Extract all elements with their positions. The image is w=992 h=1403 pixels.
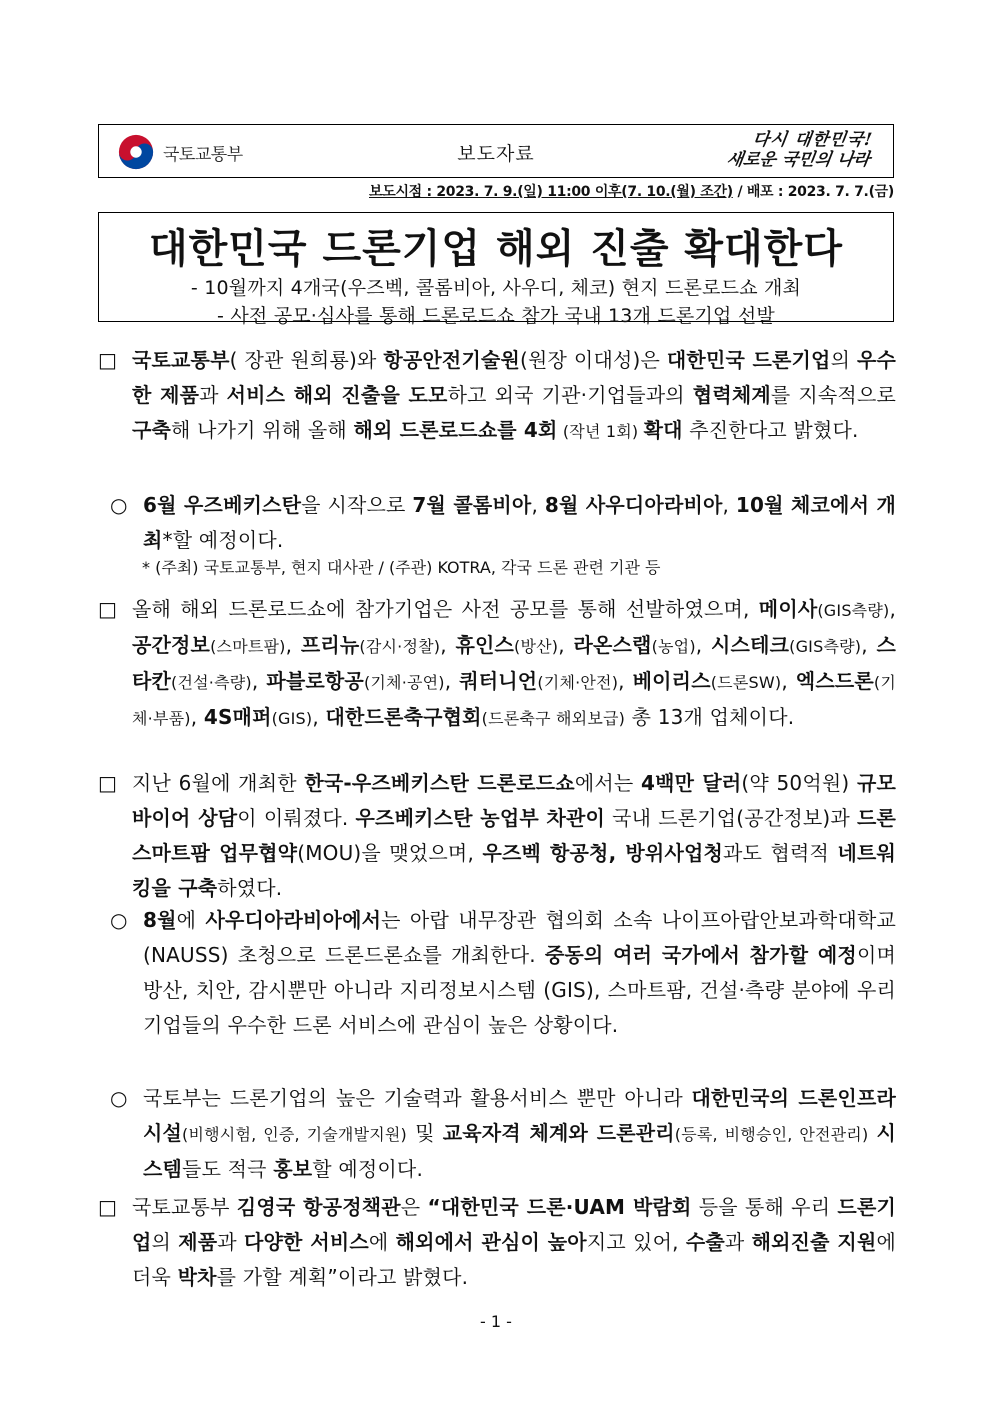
text: 에 더욱 xyxy=(132,1230,897,1289)
header-box xyxy=(98,124,894,178)
text: 우즈베키스탄 농업부 차관이 xyxy=(355,806,606,830)
text: 국토교통부 xyxy=(132,1195,237,1219)
text: 의 xyxy=(830,348,857,372)
text: 서비스 해외 진출을 도모 xyxy=(226,383,448,407)
company-field: (감시·정찰) xyxy=(359,637,441,656)
circle-bullet: ○ xyxy=(110,908,128,932)
text: ( 장관 원희룡)와 xyxy=(229,348,384,372)
circle-bullet: ○ xyxy=(110,493,128,517)
text: 및 xyxy=(407,1121,443,1145)
text: (MOU)을 맺었으며, xyxy=(297,841,483,865)
text: 과도 협력적 xyxy=(723,841,838,865)
company-field: (드론SW) xyxy=(710,673,782,692)
paragraph-4 xyxy=(132,1190,896,1295)
company-name: 시스테크 xyxy=(711,633,790,657)
slogan-line2: 새로운 국민의 나라 xyxy=(725,150,872,170)
company-field: (스마트팜) xyxy=(210,637,286,656)
embargo-time: 보도시점 : 2023. 7. 9.(일) 11:00 이후(7. 10.(월) 조간) xyxy=(369,184,733,200)
text: 대한민국의 드론인프라 시설 xyxy=(143,1086,896,1145)
company-field: (건설·측량) xyxy=(171,673,252,692)
separator: , xyxy=(444,669,460,693)
text: 하고 외국 기관·기업들과의 xyxy=(447,383,693,407)
text: 구축 xyxy=(132,418,172,442)
text: 10월 체코에서 개최 xyxy=(143,493,896,552)
text: 에 xyxy=(176,908,206,932)
distribution-date: / 배포 : 2023. 7. 7.(금) xyxy=(737,184,894,200)
text: 등을 통해 우리 xyxy=(691,1195,838,1219)
text: 규모 바이어 상담 xyxy=(132,771,896,830)
company-field: (드론축구 해외보급) xyxy=(481,709,626,728)
square-bullet: □ xyxy=(98,1195,117,1219)
company-field: (농업) xyxy=(651,637,696,656)
footnote-text: (주최) 국토교통부, 현지 대사관 / (주관) KOTRA, 각국 드론 관련 기관 등 xyxy=(155,558,661,577)
company-name: 베이리스 xyxy=(632,669,711,693)
text: 드론 스마트팜 업무협약 xyxy=(132,806,896,865)
separator: , xyxy=(781,669,796,693)
text: , xyxy=(722,493,736,517)
text: 해 나가기 위해 올해 xyxy=(171,418,354,442)
company-name: 스타칸 xyxy=(132,633,896,693)
company-field: (방산) xyxy=(514,637,559,656)
company-name: 라온스랩 xyxy=(573,633,652,657)
text: 해외에서 관심이 높아 xyxy=(395,1230,587,1254)
text: 김영국 항공정책관 xyxy=(236,1195,401,1219)
text: 8월 xyxy=(143,908,177,932)
text: 추진한다고 밝혔다. xyxy=(682,418,859,442)
company-field: (GIS측량) xyxy=(789,637,862,656)
page-title: 대한민국 드론기업 해외 진출 확대한다 xyxy=(149,225,843,272)
paragraph-3b xyxy=(143,1081,896,1187)
text: 우수한 제품 xyxy=(132,348,897,407)
text: 올해 해외 드론로드쇼에 참가기업은 사전 공모를 통해 선발하였으며, xyxy=(132,597,750,621)
text: (등록, 비행승인, 안전관리) xyxy=(674,1125,869,1144)
text: 를 지속적으로 xyxy=(770,383,896,407)
doc-type: 보도자료 xyxy=(457,143,535,165)
text: 네트워킹을 구축 xyxy=(132,841,897,900)
text: 는 아랍 내무장관 협의회 소속 나이프아랍안보과학대학교(NAUSS) 초청으로 드론드론쇼를 개최한다. xyxy=(143,908,896,967)
text: 수출 xyxy=(685,1230,725,1254)
paragraph-1 xyxy=(132,343,896,449)
text: 은 xyxy=(400,1195,428,1219)
text: 과 xyxy=(724,1230,752,1254)
text: 에 xyxy=(368,1230,396,1254)
text: 지고 있어, xyxy=(586,1230,686,1254)
text: 중동의 여러 국가에서 참가할 예정 xyxy=(544,943,857,967)
separator: , xyxy=(285,633,301,657)
separator: , xyxy=(251,669,267,693)
circle-bullet: ○ xyxy=(110,1086,128,1110)
text: 항공안전기술원 xyxy=(383,348,521,372)
text: (작년 1회) xyxy=(557,422,644,441)
paragraph-2 xyxy=(132,592,896,736)
text: 해외진출 지원 xyxy=(751,1230,877,1254)
text: 들도 적극 xyxy=(182,1157,274,1181)
text: (비행시험, 인증, 기술개발지원) xyxy=(182,1125,407,1144)
company-field: (GIS측량) xyxy=(817,601,890,620)
company-name: 대한드론축구협회 xyxy=(325,705,482,729)
text: (약 50억원) xyxy=(741,771,857,795)
text: 사우디아라비아에서 xyxy=(205,908,382,932)
separator: , xyxy=(440,633,456,657)
square-bullet: □ xyxy=(98,597,117,621)
text: 확대 xyxy=(643,418,683,442)
text: 한국-우즈베키스탄 드론로드쇼 xyxy=(304,771,575,795)
company-field: (기체·부품) xyxy=(132,673,897,728)
text: 우즈벡 항공청, 방위사업청 xyxy=(482,841,724,865)
paragraph-1a xyxy=(143,488,896,558)
ministry-name: 국토교통부 xyxy=(163,144,243,165)
subtitle-2: - 사전 공모·심사를 통해 드론로드쇼 참가 국내 13개 드론기업 선발 xyxy=(217,305,775,327)
text: 지난 6월에 개최한 xyxy=(132,771,305,795)
square-bullet: □ xyxy=(98,771,117,795)
text: 과 xyxy=(199,383,227,407)
text: 6월 우즈베키스탄 xyxy=(143,493,302,517)
text: 할 예정이다. xyxy=(312,1157,424,1181)
text: 에서는 xyxy=(574,771,641,795)
asterisk: * xyxy=(142,558,150,577)
text: 의 xyxy=(151,1230,179,1254)
company-name: 4S매퍼 xyxy=(203,705,272,729)
text: 드론기업 xyxy=(132,1195,896,1254)
footnote xyxy=(142,556,660,580)
company-name: 파블로항공 xyxy=(266,669,364,693)
text xyxy=(868,1121,876,1145)
separator: , xyxy=(558,633,574,657)
text: 교육자격 체계와 드론관리 xyxy=(442,1121,675,1145)
text: 다양한 서비스 xyxy=(243,1230,369,1254)
text: 7월 콜롬비아 xyxy=(412,493,532,517)
text: 대한민국 드론기업 xyxy=(666,348,831,372)
text: 해외 드론로드쇼를 4회 xyxy=(353,418,558,442)
subtitle-1: - 10월까지 4개국(우즈벡, 콜롬비아, 사우디, 체코) 현지 드론로드쇼 개최 xyxy=(190,277,802,299)
separator: , xyxy=(312,705,326,729)
text: 협력체계 xyxy=(692,383,771,407)
text: 국내 드론기업(공간정보)과 xyxy=(605,806,857,830)
company-name: 메이사 xyxy=(758,597,818,621)
text: (원장 이대성)은 xyxy=(520,348,667,372)
release-info xyxy=(98,181,894,201)
text: 국토교통부 xyxy=(132,348,230,372)
company-field: (기체·공연) xyxy=(363,673,445,692)
text: 4백만 달러 xyxy=(640,771,742,795)
text: 국토부는 드론기업의 높은 기술력과 활용서비스 뿐만 아니라 xyxy=(143,1086,692,1110)
text: 이며 방산, 치안, 감시뿐만 아니라 지리정보시스템 (GIS), 스마트팜, 건설·측량 분야에 우리 기업들의 우수한 드론 서비스에 관심이 높은 상황이다. xyxy=(143,943,897,1037)
text: 총 13개 업체이다. xyxy=(625,705,795,729)
slogan xyxy=(688,130,874,174)
text: *할 예정이다. xyxy=(162,528,284,552)
text: 시스템 xyxy=(143,1121,897,1181)
text: 8월 사우디아라비아 xyxy=(544,493,723,517)
square-bullet: □ xyxy=(98,348,117,372)
text: 을 시작으로 xyxy=(301,493,413,517)
company-name: 공간정보 xyxy=(132,633,211,657)
text: 하였다. xyxy=(217,876,283,900)
company-name: 프리뉴 xyxy=(300,633,360,657)
text: 를 가할 계획”이라고 밝혔다. xyxy=(216,1265,469,1289)
company-field: (GIS) xyxy=(271,709,313,728)
paragraph-3 xyxy=(132,766,896,906)
text: 과 xyxy=(217,1230,244,1254)
page-number: - 1 - xyxy=(480,1312,512,1331)
text: “대한민국 드론·UAM 박람회 xyxy=(427,1195,692,1219)
text: 이 이뤄졌다. xyxy=(237,806,356,830)
title-box xyxy=(98,212,894,327)
separator: , xyxy=(861,633,877,657)
slogan-line1: 다시 대한민국! xyxy=(751,130,875,150)
text: 박차 xyxy=(177,1265,217,1289)
company-name: 엑스드론 xyxy=(795,669,874,693)
paragraph-3a xyxy=(143,903,896,1043)
company-name: 쿼터니언 xyxy=(459,669,538,693)
text: 홍보 xyxy=(273,1157,313,1181)
separator: , xyxy=(695,633,712,657)
company-name: 휴인스 xyxy=(455,633,515,657)
separator: , xyxy=(889,597,896,621)
text: , xyxy=(531,493,545,517)
text: 제품 xyxy=(178,1230,218,1254)
company-field: (기체·안전) xyxy=(537,673,619,692)
separator: , xyxy=(618,669,633,693)
separator: , xyxy=(190,705,204,729)
